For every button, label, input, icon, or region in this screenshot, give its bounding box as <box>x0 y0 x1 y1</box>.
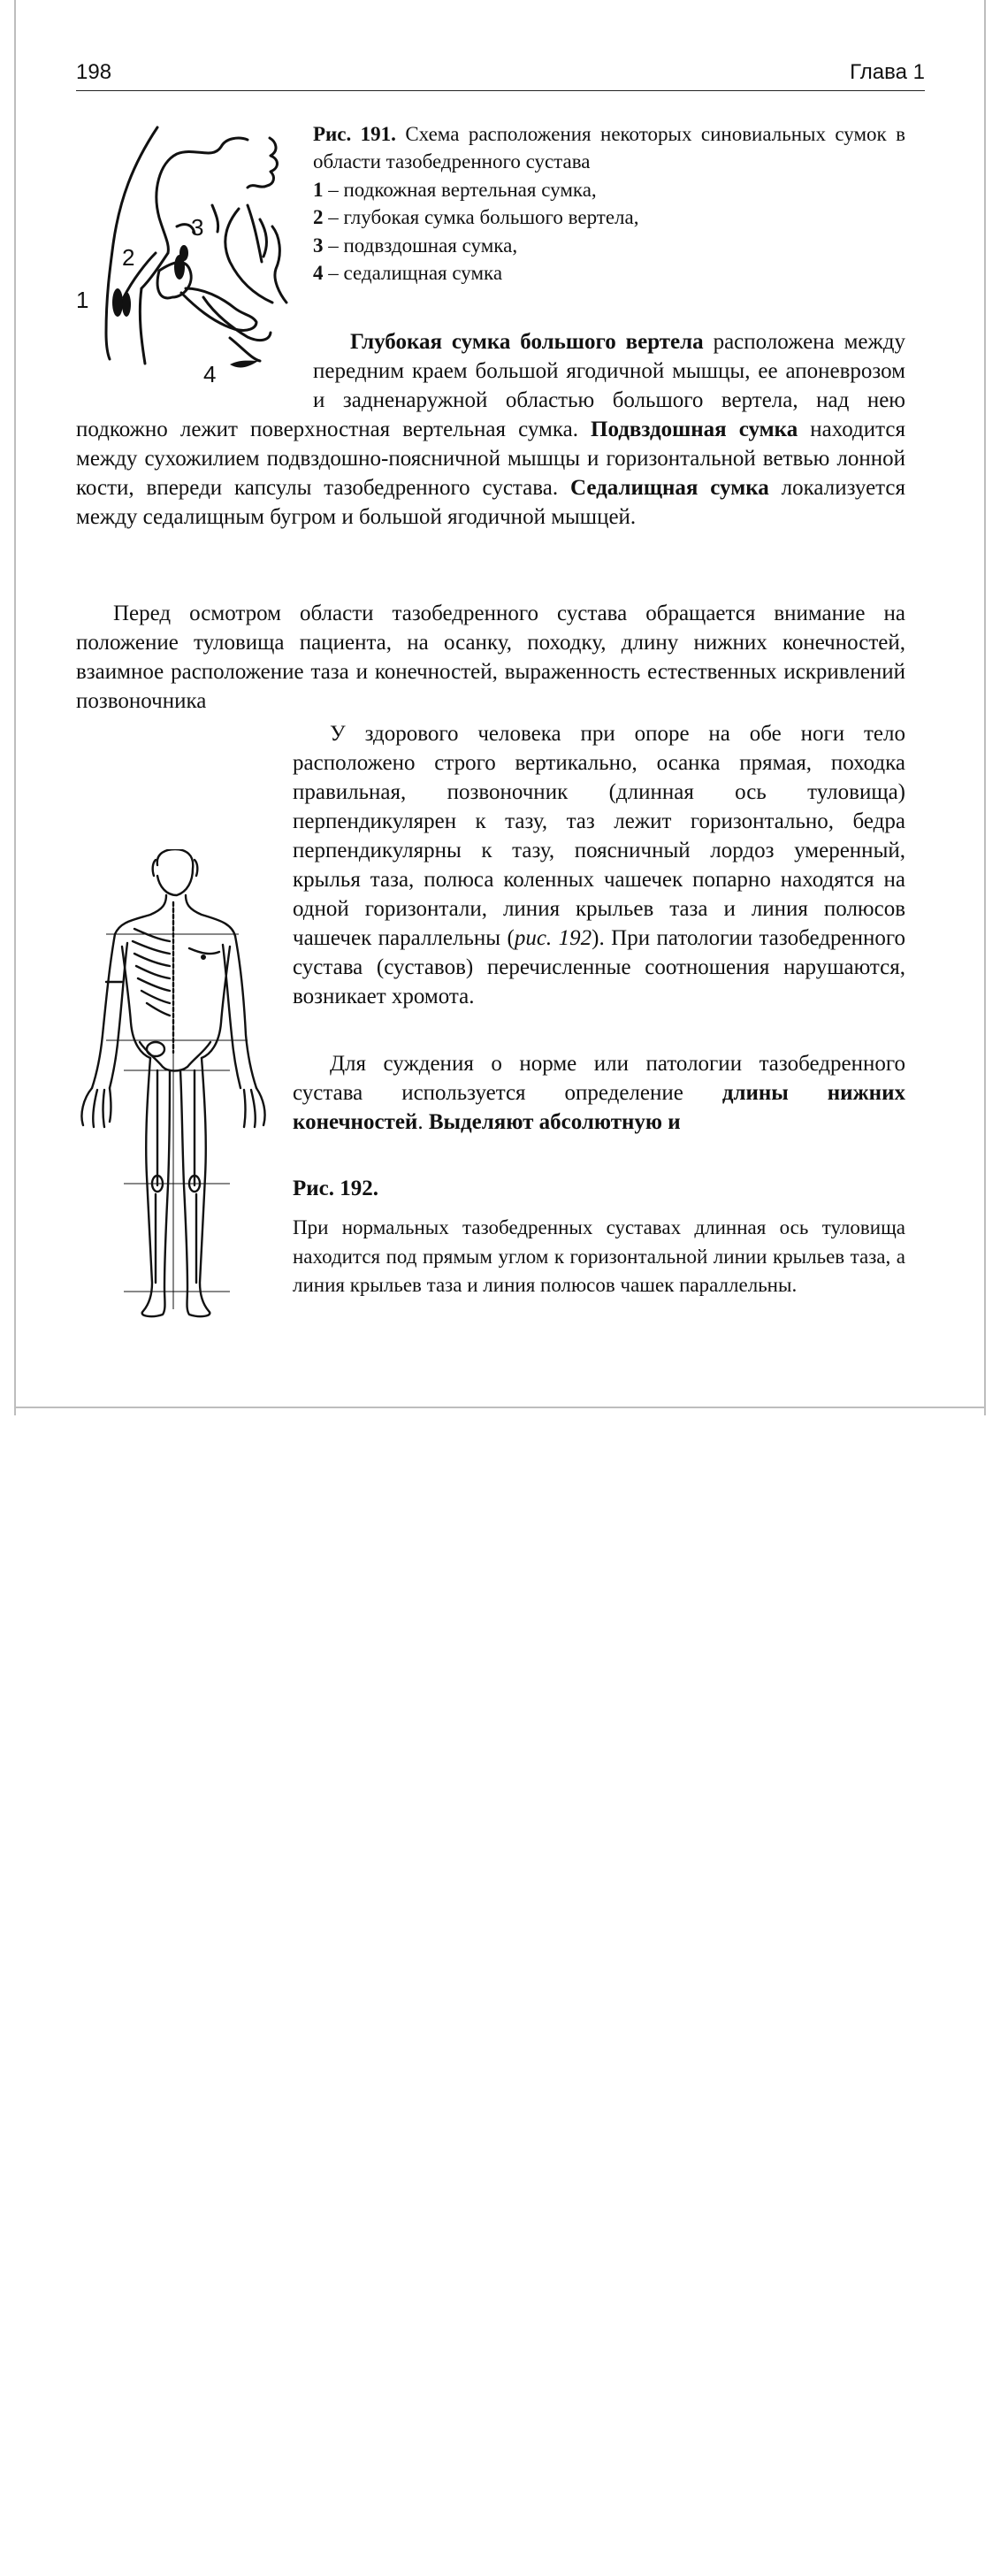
page-frame-right <box>984 0 986 1415</box>
figure-reference: рис. 192 <box>514 926 592 950</box>
fig192-caption-title: Рис. 192. <box>293 1177 379 1200</box>
chapter-title: Глава 1 <box>850 60 925 84</box>
paragraph-limb-length: Для суждения о норме или патологии тазобедренного сустава используется определение длины нижних конечностей. Выделяют абсолютную и <box>293 1052 905 1134</box>
fig191-caption-title: Рис. 191. <box>313 123 396 145</box>
fig191-legend-1: 1 – подкожная вертельная сумка, <box>313 178 597 201</box>
fig191-label-3: 3 <box>191 214 204 241</box>
fig191-legend-4: 4 – седалищная сумка <box>313 262 503 285</box>
fig191-legend-2: 2 – глубокая сумка большого вертела, <box>313 206 639 229</box>
page-frame-left <box>14 0 16 1415</box>
fig191-label-2: 2 <box>122 244 135 271</box>
paragraph-bursae: Глубокая сумка большого вертела расположена между передним краем большой ягодичной мышцы, ее апоневрозом и задненаружной областью большого вертела, над нею подкожно лежит поверхностная вертельная сумка. Подвздошная сумка находится между сухожилием подвздошно-поясничной мышцы и горизонтальной ветвью лонной кости, впереди капсулы тазобедренного сустава. Седалищная сумка локализуется между седалищным бугром и большой ягодичной мышцей. <box>76 330 906 529</box>
fig191-label-4: 4 <box>203 361 217 386</box>
figure-191-caption <box>313 120 905 287</box>
fig191-legend-3: 3 – подвздошная сумка, <box>313 234 518 257</box>
fig192-caption-text: При нормальных тазобедренных суставах длинная ось туловища находится под прямым углом к горизонтальной линии крыльев таза, а линия крыльев таза и линия полюсов чашек параллельны. <box>293 1216 905 1296</box>
fig191-caption-text: Схема расположения некоторых синовиальных сумок в области тазобедренного сустава <box>313 123 905 173</box>
paragraph-normal-posture: У здорового человека при опоре на обе ноги тело расположено строго вертикально, осанка прямая, походка правильная, позвоночник (длинная ось туловища) перпендикулярен к тазу, таз лежит горизонтально, бедра перпендикулярны к тазу, поясничный лордоз умеренный, крылья таза, полюса коленных чашечек попарно находятся на одной горизонтали, линия крыльев таза и линия полюсов чашечек параллельны (рис. 192). При патологии тазобедренного сустава (суставов) перечисленные соотношения нарушаются, возникает хромота. <box>293 722 905 1008</box>
header-rule <box>76 90 925 91</box>
paragraph-inspection: Перед осмотром области тазобедренного сустава обращается внимание на положение туловища пациента, на осанку, походку, длину нижних конечностей, взаимное расположение таза и конечностей, выраженность естественных искривлений позвоночника <box>76 602 905 713</box>
page-number: 198 <box>76 60 112 84</box>
fig191-label-1: 1 <box>76 287 89 313</box>
standing-body-figure <box>71 849 274 1327</box>
